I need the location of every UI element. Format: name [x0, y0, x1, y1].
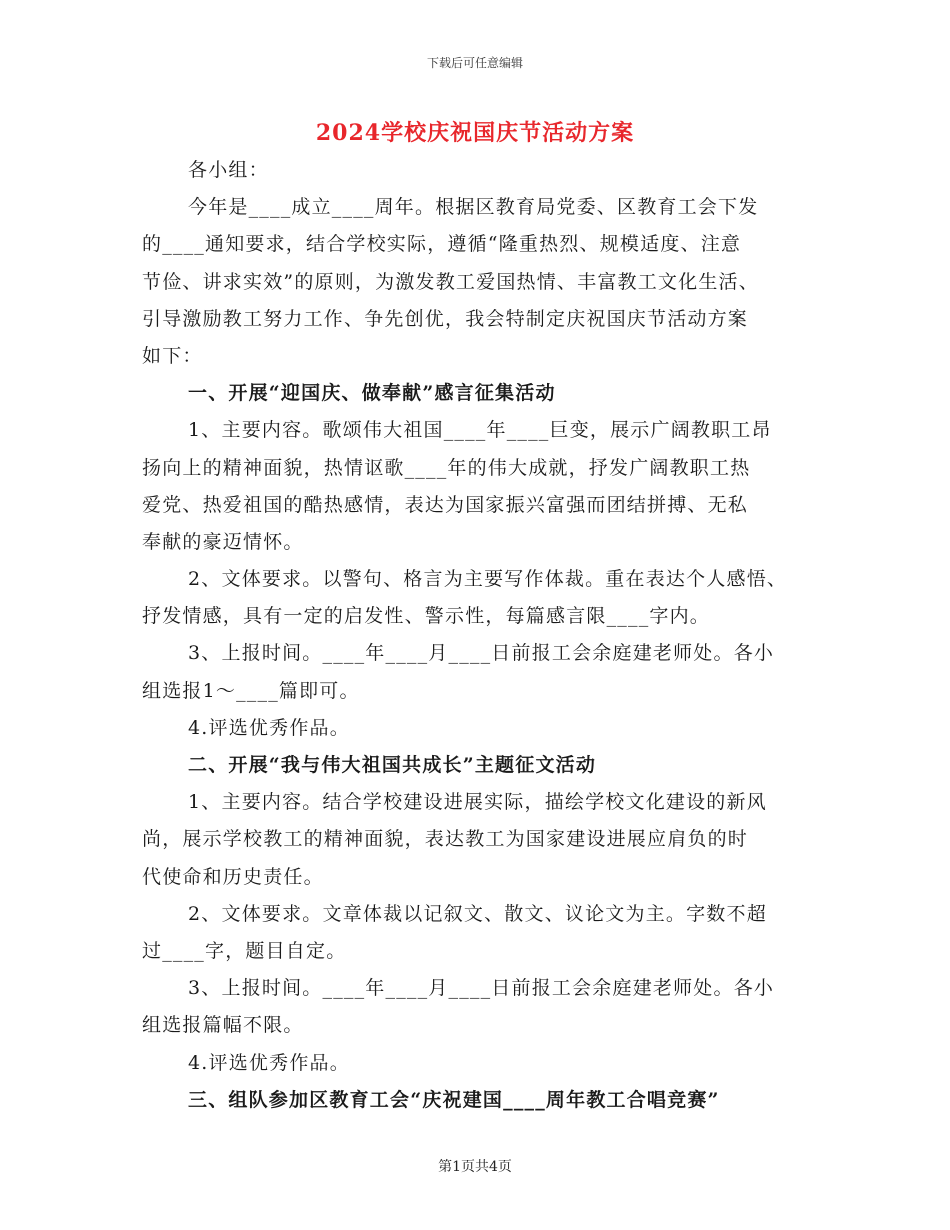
paragraph-line: 1、主要内容。歌颂伟大祖国____年____巨变，展示广阔教职工昂: [188, 419, 772, 442]
paragraph-line: 代使命和历史责任。: [142, 865, 324, 888]
page-header: 下载后可任意编辑: [426, 56, 523, 70]
paragraph-line: 4.评选优秀作品。: [188, 1051, 350, 1074]
paragraph-line: 节俭、讲求实效”的原则，为激发教工爱国热情、丰富教工文化生活、: [142, 270, 759, 293]
paragraph-line: 3、上报时间。____年____月____日前报工会余庭建老师处。各小: [188, 642, 775, 665]
paragraph-line: 组选报篇幅不限。: [142, 1014, 304, 1037]
document-title: 2024学校庆祝国庆节活动方案: [315, 120, 635, 146]
paragraph-line: 2、文体要求。文章体裁以记叙文、散文、议论文为主。字数不超: [188, 902, 767, 925]
paragraph-line: 1、主要内容。结合学校建设进展实际，描绘学校文化建设的新风: [188, 791, 767, 814]
paragraph-line: 过____字，题目自定。: [142, 939, 347, 962]
paragraph-line: 今年是____成立____周年。根据区教育局党委、区教育工会下发: [188, 196, 759, 219]
paragraph-line: 的____通知要求，结合学校实际，遵循“隆重热烈、规模适度、注意: [142, 233, 742, 256]
section-heading: 一、开展“迎国庆、做奉献”感言征集活动: [188, 382, 556, 405]
paragraph-line: 4.评选优秀作品。: [188, 716, 350, 739]
paragraph-line: 如下：: [142, 344, 203, 367]
paragraph-line: 奉献的豪迈情怀。: [142, 530, 304, 553]
paragraph-line: 组选报1～____篇即可。: [142, 679, 360, 702]
paragraph-line: 抒发情感，具有一定的启发性、警示性，每篇感言限____字内。: [142, 605, 711, 628]
paragraph-line: 引导激励教工努力工作、争先创优，我会特制定庆祝国庆节活动方案: [142, 307, 749, 330]
section-heading: 二、开展“我与伟大祖国共成长”主题征文活动: [188, 754, 597, 776]
paragraph-line: 3、上报时间。____年____月____日前报工会余庭建老师处。各小: [188, 977, 775, 1000]
page-footer: 第1页共4页: [438, 1159, 512, 1175]
paragraph-line: 爱党、热爱祖国的酷热感情，表达为国家振兴富强而团结拼搏、无私: [142, 493, 749, 516]
section-heading: 三、组队参加区教育工会“庆祝建国____周年教工合唱竞赛”: [188, 1088, 720, 1111]
paragraph-line: 2、文体要求。以警句、格言为主要写作体裁。重在表达个人感悟、: [188, 568, 788, 591]
paragraph-line: 尚，展示学校教工的精神面貌，表达教工为国家建设进展应肩负的时: [142, 828, 749, 851]
document-body: [142, 152, 808, 1119]
paragraph-line: 各小组：: [188, 159, 269, 181]
paragraph-line: 扬向上的精神面貌，热情讴歌____年的伟大成就，抒发广阔教职工热: [142, 456, 751, 479]
